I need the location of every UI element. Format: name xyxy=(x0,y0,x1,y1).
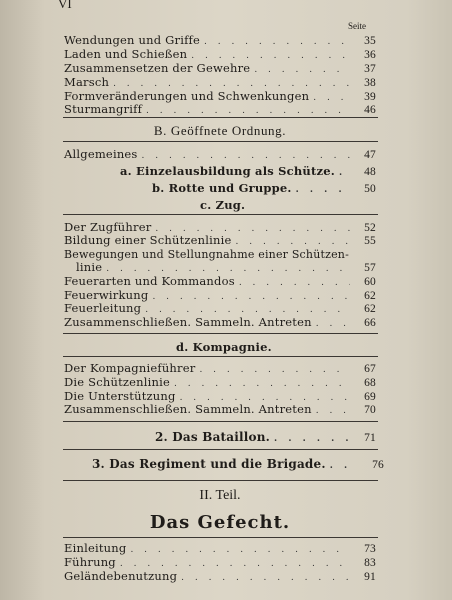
divider xyxy=(63,421,378,422)
toc-entry: Feuerarten und Kommandos . . . 60 xyxy=(64,274,376,289)
page-roman-numeral: VI xyxy=(58,0,72,11)
leader-dots xyxy=(296,183,350,198)
seite-header: Seite xyxy=(348,21,366,31)
leader-dots xyxy=(316,317,350,332)
divider xyxy=(63,214,378,215)
toc-entry: linie . . . 57 xyxy=(76,260,376,275)
leader-dots xyxy=(339,166,350,181)
part-heading: II. Teil. xyxy=(199,488,241,503)
divider xyxy=(63,356,378,357)
section-heading: B. Geöffnete Ordnung. xyxy=(153,123,287,138)
subsection-heading: d. Kompagnie. xyxy=(176,340,272,354)
divider xyxy=(63,117,378,118)
toc-entry: Geländebenutzung . . . 91 xyxy=(64,569,376,584)
toc-entry: Wendungen und Griffe . . . 35 xyxy=(64,33,376,48)
divider xyxy=(63,480,378,481)
toc-entry: Formveränderungen und Schwenkungen . . . 39 xyxy=(64,89,376,104)
toc-entry: Bildung einer Schützenlinie . . . 55 xyxy=(64,233,376,248)
toc-entry: Feuerwirkung . . . 62 xyxy=(64,288,376,303)
toc-entry: Der Kompagnieführer . . . 67 xyxy=(64,361,376,376)
toc-entry: Der Zugführer . . . 52 xyxy=(64,220,376,235)
toc-entry: Zusammenschließen. Sammeln. Antreten . . . 66 xyxy=(64,315,376,330)
toc-entry: Sturmangriff . . . 46 xyxy=(64,102,376,117)
toc-entry-first-line: Bewegungen und Stellungnahme einer Schützen- xyxy=(64,248,350,261)
leader-dots xyxy=(316,404,350,419)
toc-entry: Feuerleitung . . . 62 xyxy=(64,301,376,316)
divider xyxy=(63,537,378,538)
leader-dots xyxy=(274,432,350,447)
toc-entry: Zusammenschließen. Sammeln. Antreten . . . 70 xyxy=(64,402,376,417)
toc-entry: 3. Das Regiment und die Brigade. . . . 76 xyxy=(92,457,384,472)
toc-entry: Führung . . . 83 xyxy=(64,555,376,570)
leader-dots xyxy=(142,149,350,164)
divider xyxy=(63,333,378,334)
divider xyxy=(63,141,378,142)
toc-entry: Zusammensetzen der Gewehre . . . 37 xyxy=(64,61,376,76)
leader-dots xyxy=(181,571,350,586)
divider xyxy=(63,449,378,450)
leader-dots xyxy=(330,459,358,474)
toc-entry: Die Schützenlinie . . . 68 xyxy=(64,375,376,390)
subsection-heading: c. Zug. xyxy=(200,198,246,212)
toc-entry: a. Einzelausbildung als Schütze. . . . 48 xyxy=(120,164,376,179)
toc-entry: Allgemeines . . . 47 xyxy=(64,147,376,162)
toc-entry: Marsch . . . 38 xyxy=(64,75,376,90)
toc-entry: Die Unterstützung . . . 69 xyxy=(64,389,376,404)
toc-entry: 2. Das Bataillon. . . . 71 xyxy=(155,430,376,445)
toc-entry: Einleitung . . . 73 xyxy=(64,541,376,556)
part-title: Das Gefecht. xyxy=(149,512,291,533)
toc-entry: b. Rotte und Gruppe. . . . 50 xyxy=(152,181,376,196)
toc-entry: Laden und Schießen . . . 36 xyxy=(64,47,376,62)
